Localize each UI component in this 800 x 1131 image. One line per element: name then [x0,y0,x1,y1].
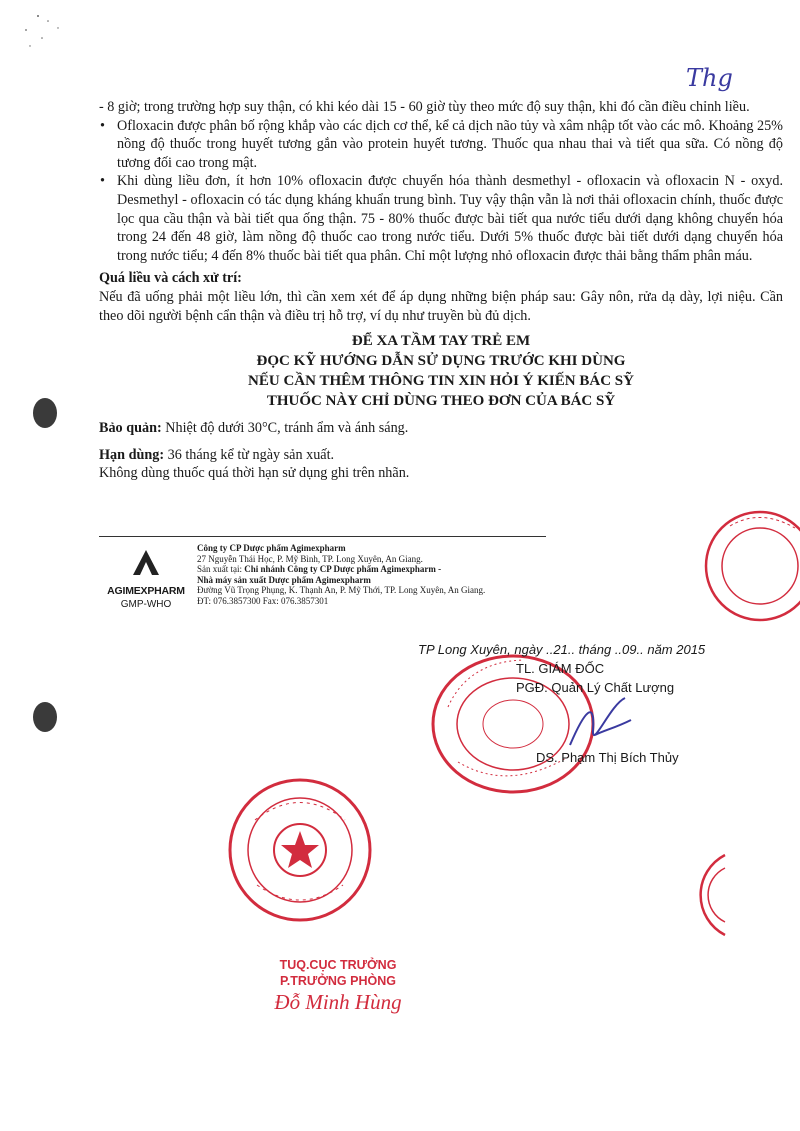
signer-name: DS. Phạm Thị Bích Thủy [536,750,679,765]
authority-signature: Đỗ Minh Hùng [274,990,402,1014]
bullet-text: Ofloxacin được phân bố rộng khắp vào các dịch cơ thể, kể cả dịch não tủy và xâm nhập tốt vào các mô. Khoảng 25% nồng độ thuốc trong huyết tương gắn vào protein huyết tương. Thuốc qua nhau thai và tiết qua sữa. Có nồng độ tương đối cao trong mật. [117,117,783,171]
continued-paragraph: - 8 giờ; trong trường hợp suy thận, có khi kéo dài 15 - 60 giờ tùy theo mức độ suy thận, khi đó cần điều chỉnh liều. [99,99,750,115]
agimexpharm-logo-icon [131,548,161,578]
bullet-symbol: • [100,173,105,190]
warning-line: THUỐC NÀY CHỈ DÙNG THEO ĐƠN CỦA BÁC SỸ [266,393,616,410]
warning-line: ĐỂ XA TẦM TAY TRẺ EM [351,333,531,350]
storage-label: Bảo quản: [99,420,162,437]
expiry-note: Không dùng thuốc quá thời hạn sử dụng ghi trên nhãn. [99,465,410,482]
company-address: 27 Nguyễn Thái Học, P. Mỹ Bình, TP. Long Xuyên, An Giang. [197,553,423,564]
warning-block [99,331,783,411]
place-date: TP Long Xuyên, ngày ..21.. tháng ..09.. năm 2015 [418,642,706,657]
factory-address: Đường Vũ Trọng Phụng, K. Thạnh An, P. Mỹ Thới, TP. Long Xuyên, An Giang. [197,585,486,595]
signature-block [418,640,738,767]
signer-role-2: PGĐ. Quản Lý Chất Lượng [516,680,675,695]
handwritten-initials: Thg [686,64,733,92]
authority-line-1: TUQ.CỤC TRƯỞNG [279,958,397,972]
bullet-metabolism [99,172,783,265]
scan-specks [18,12,68,52]
brand-name: AGIMEXPHARM [107,585,185,597]
gmp-label: GMP-WHO [120,599,172,610]
signer-role-1: TL. GIÁM ĐỐC [516,661,605,676]
company-phone: ĐT: 076.3857300 Fax: 076.3857301 [197,595,329,606]
binder-hole [33,398,57,428]
authority-block [238,957,438,989]
company-logo [100,548,192,610]
production-line [197,564,567,575]
bullet-symbol: • [100,117,105,134]
binder-hole [33,702,57,732]
company-info [197,543,567,606]
company-divider [99,536,546,537]
factory-name: Nhà máy sản xuất Dược phẩm Agimexpharm [197,574,371,585]
partial-company-stamp [700,508,800,628]
bullet-distribution [99,117,783,173]
warning-line: NẾU CẦN THÊM THÔNG TIN XIN HỎI Ý KIẾN BÁC SỸ [248,373,634,390]
storage-line [99,419,783,438]
expiry-line [99,446,783,465]
document-body [99,98,783,483]
expiry-label: Hạn dùng: [99,446,165,463]
expiry-text: 36 tháng kể từ ngày sản xuất. [167,446,335,463]
overdose-heading: Quá liều và cách xử trí: [99,270,242,287]
bullet-text: Khi dùng liều đơn, ít hơn 10% ofloxacin được chuyển hóa thành desmethyl - ofloxacin và ofloxacin N - oxyd. Desmethyl - ofloxacin có tác dụng kháng khuẩn trung bình. Tuy vậy thận vẫn là nơi thải ofloxacin chính, thuốc được lọc qua cầu thận và bài tiết qua ống thận. 75 - 80% thuốc được bài tiết qua nước tiểu dưới dạng không chuyển hóa trong 24 đến 48 giờ, làm nồng độ thuốc cao trong nước tiểu. Dưới 5% thuốc được bài tiết dưới dạng chuyển hóa trong nước tiểu; 4 đến 8% thuốc bài tiết qua phân. Chỉ một lượng nhỏ ofloxacin được thải bằng thẩm phân máu. [117,173,783,264]
storage-text: Nhiệt độ dưới 30°C, tránh ẩm và ánh sáng. [165,420,409,437]
partial-ministry-stamp [675,850,735,940]
company-name: Công ty CP Dược phẩm Agimexpharm [197,543,346,553]
produced-at: Chi nhánh Công ty CP Dược phẩm Agimexpharm - [244,564,442,574]
overdose-text: Nếu đã uống phải một liều lớn, thì cần xem xét để áp dụng những biện pháp sau: Gây nôn, rửa dạ dày, lợi niệu. Cần theo dõi người bệnh cẩn thận và điều trị hỗ trợ, ví dụ như truyền bù đủ dịch. [99,288,783,324]
warning-line: ĐỌC KỸ HƯỚNG DẪN SỬ DỤNG TRƯỚC KHI DÙNG [256,353,626,370]
ministry-seal [225,775,375,925]
produced-label: Sản xuất tại: [197,564,242,574]
authority-line-2: P.TRƯỞNG PHÒNG [280,974,396,988]
